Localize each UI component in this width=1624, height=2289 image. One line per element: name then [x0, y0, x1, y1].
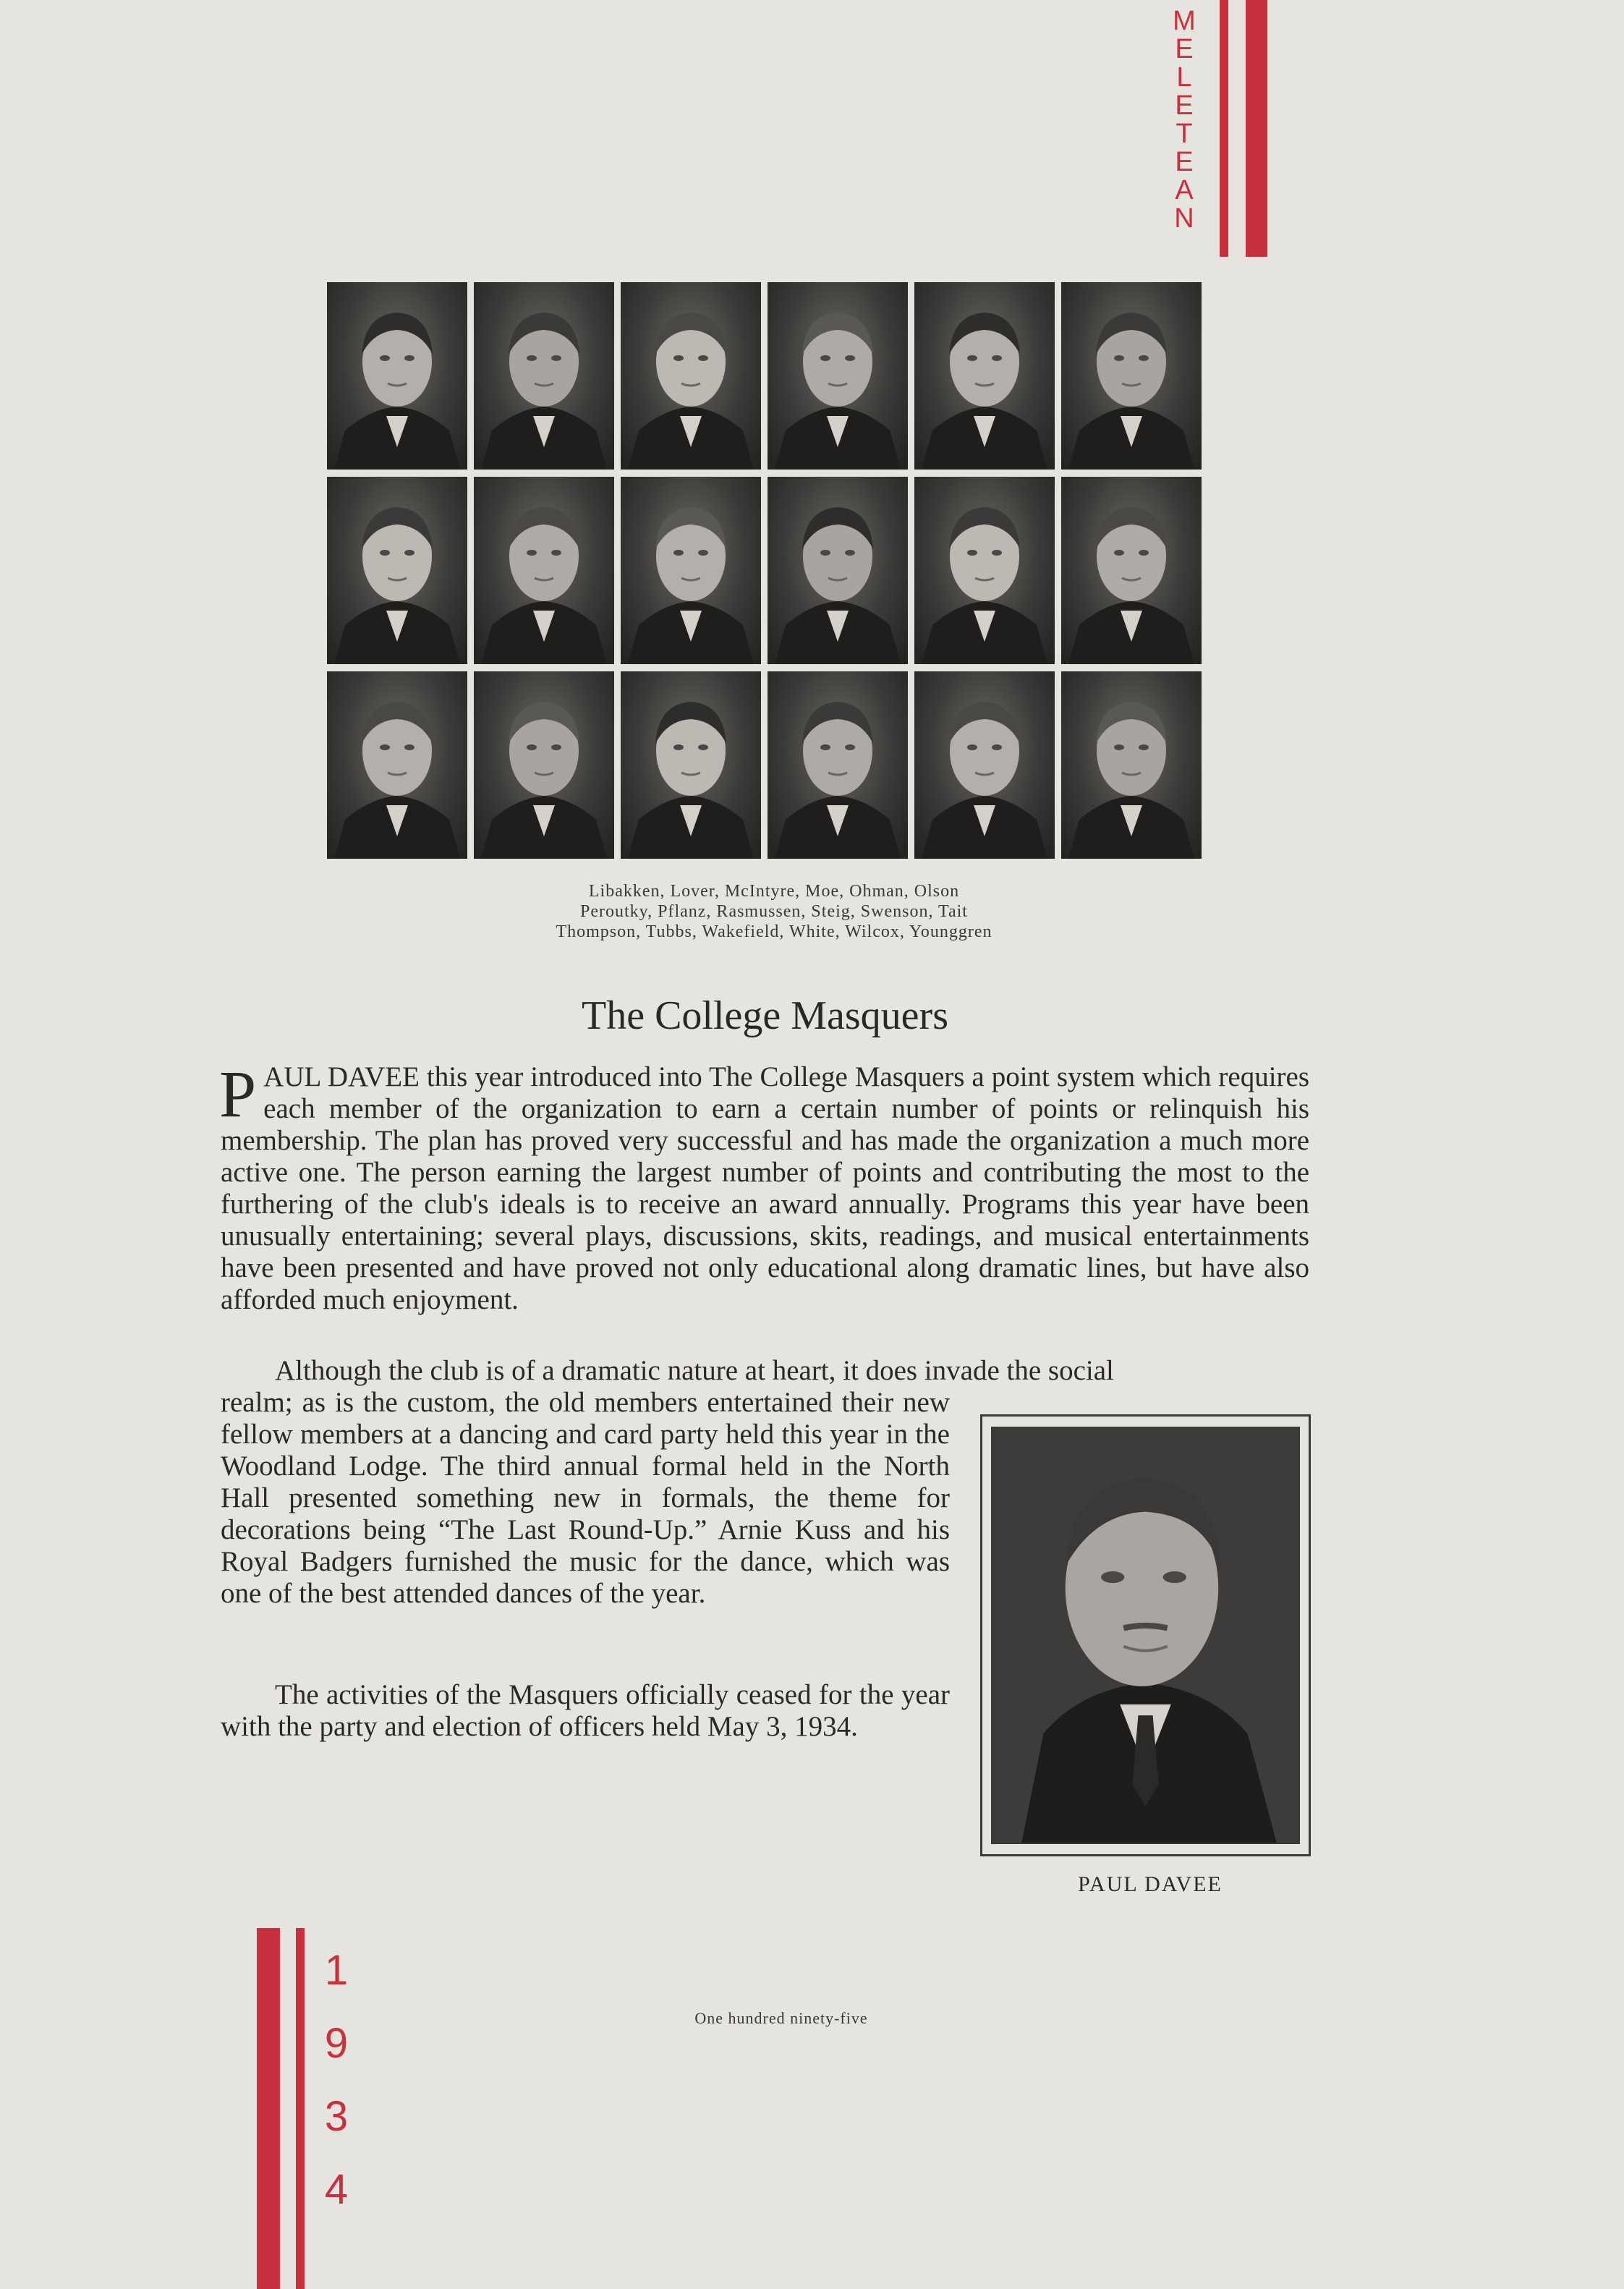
member-portrait	[1061, 477, 1202, 664]
side-word-letter: A	[1175, 175, 1194, 205]
member-portrait	[621, 477, 761, 664]
member-portrait	[474, 477, 614, 664]
side-word-letter: E	[1175, 147, 1194, 177]
member-portrait	[474, 671, 614, 859]
year-digit-3: 3	[324, 2093, 349, 2140]
caption-line-3: Thompson, Tubbs, Wakefield, White, Wilcox, Younggren	[556, 922, 992, 941]
year-digit-4: 4	[324, 2166, 349, 2213]
member-portrait	[914, 671, 1055, 859]
member-portrait	[914, 477, 1055, 664]
member-portrait	[768, 671, 908, 859]
side-word-letter: L	[1176, 62, 1192, 93]
member-portrait	[1061, 282, 1202, 470]
member-portrait	[914, 282, 1055, 470]
member-portrait	[1061, 671, 1202, 859]
year-digit-1: 1	[324, 1947, 349, 1994]
side-word-letter: E	[1175, 90, 1194, 121]
side-word-letter: N	[1174, 203, 1194, 234]
article-paragraph-1	[219, 1057, 1309, 1316]
footer-bar-thick	[257, 1928, 280, 2289]
member-portrait	[621, 282, 761, 470]
article-paragraph-3: The activities of the Masquers officially ceased for the year with the party and election of officers held May 3, 1934.	[221, 1679, 950, 1742]
member-portrait	[621, 671, 761, 859]
member-portrait	[327, 282, 467, 470]
caption-line-2: Peroutky, Pflanz, Rasmussen, Steig, Swenson, Tait	[580, 902, 968, 921]
side-word-letter: E	[1175, 34, 1194, 64]
side-word-letter: T	[1176, 119, 1193, 149]
year-digit-2: 9	[324, 2020, 349, 2067]
header-bar-thin	[1220, 0, 1228, 257]
drop-cap: P	[219, 1057, 257, 1131]
article-paragraph-2-first-line: Although the club is of a dramatic nature at heart, it does invade the social	[275, 1355, 1114, 1386]
page-number: One hundred ninety-five	[694, 2009, 868, 2027]
member-portrait	[327, 671, 467, 859]
portrait-frame	[980, 1414, 1311, 1856]
side-word-meletean	[1166, 7, 1202, 233]
portrait-caption: PAUL DAVEE	[1078, 1872, 1223, 1896]
article-paragraph-2: realm; as is the custom, the old members entertained their new fellow members at a dancing and card party held this year in the Woodland Lodge. The third annual formal held in the North Hall presented something new in formals, the theme for decorations being “The Last Round-Up.” Arnie Kuss and his Royal Badgers furnished the music for the dance, which was one of the best attended dances of the year.	[221, 1387, 950, 1609]
header-bar-thick	[1246, 0, 1267, 257]
paragraph-1-text: AUL DAVEE this year introduced into The College Masquers a point system which requires each member of the organization to earn a certain number of points or relinquish his membership. The plan has proved very successful and has made the organization a much more active one. The person earning the largest number of points and contributing the most to the furthering of the club's ideals is to receive an award annually. Programs this year have been unusually entertaining; several plays, discussions, skits, readings, and musical entertainments have been presented and have proved not only educational along dramatic lines, but have also afforded much enjoyment.	[221, 1061, 1309, 1315]
member-photo-grid	[327, 282, 1203, 859]
member-portrait	[768, 477, 908, 664]
side-word-letter: M	[1173, 6, 1196, 36]
article-title: The College Masquers	[582, 993, 948, 1038]
member-portrait	[768, 282, 908, 470]
footer-bar-thin	[296, 1928, 305, 2289]
member-portrait	[327, 477, 467, 664]
portrait-photo	[991, 1427, 1300, 1844]
caption-line-1: Libakken, Lover, McIntyre, Moe, Ohman, Olson	[588, 882, 960, 901]
photo-caption	[405, 881, 1143, 942]
member-portrait	[474, 282, 614, 470]
